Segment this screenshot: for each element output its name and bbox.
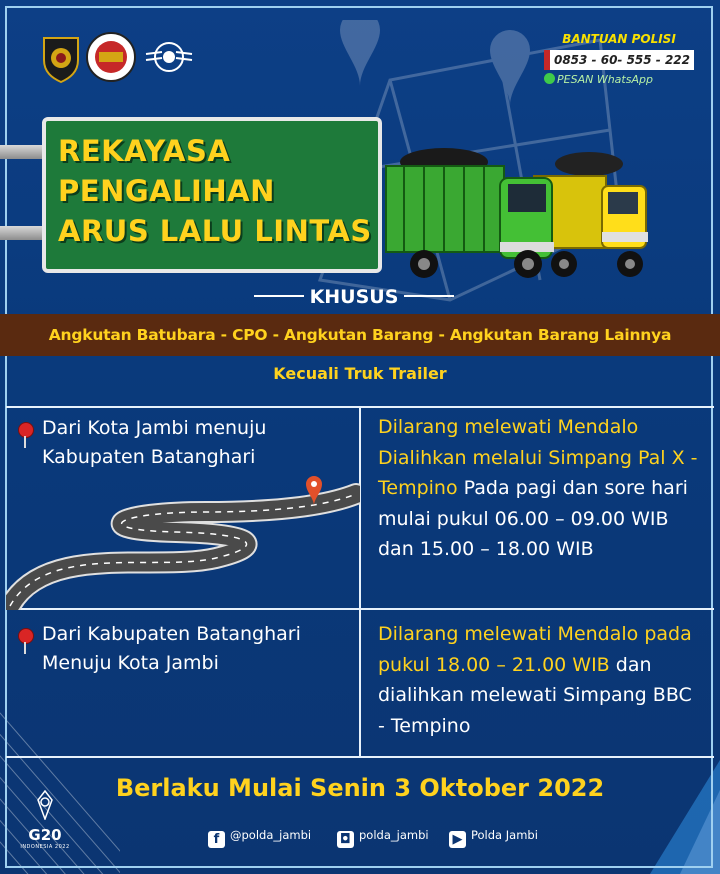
map-pin-icon <box>18 628 34 644</box>
g20-label: G20 <box>28 826 62 844</box>
instagram-icon: ◘ <box>337 831 354 848</box>
sign-pole-upper <box>0 145 46 159</box>
exception-text: Kecuali Truk Trailer <box>273 364 447 383</box>
route-2-rule-highlight: Dilarang melewati Mendalo pada pukul 18.00 – 21.00 WIB <box>378 623 692 676</box>
g20-sublabel: INDONESIA 2022 <box>20 844 70 850</box>
facebook-handle: @polda_jambi <box>230 828 312 842</box>
g20-emblem-icon <box>30 790 60 820</box>
dash-left <box>254 295 304 297</box>
trucks-illustration <box>384 146 654 280</box>
sign-pole-lower <box>0 226 46 240</box>
facebook-icon: f <box>208 831 225 848</box>
winding-road-illustration <box>6 472 360 610</box>
social-youtube[interactable] <box>449 826 538 848</box>
map-pin-stick <box>24 436 26 448</box>
whatsapp-label: PESAN WhatsApp <box>557 73 653 86</box>
khusus-label: KHUSUS <box>309 286 399 308</box>
whatsapp-link[interactable] <box>544 73 694 86</box>
vehicle-types-band: Angkutan Batubara - CPO - Angkutan Barang - Angkutan Barang Lainnya <box>0 314 720 356</box>
dash-right <box>404 295 454 297</box>
g20-logo <box>20 790 70 860</box>
map-pin-icon <box>18 422 34 438</box>
route-1-origin-text: Dari Kota Jambi menuju Kabupaten Batanghari <box>42 417 267 468</box>
lantas-logo <box>84 30 138 84</box>
korlantas-logo <box>142 30 196 84</box>
khusus-heading <box>236 286 472 308</box>
youtube-handle: Polda Jambi <box>471 828 538 842</box>
route-2-rule-rest: dan dialihkan melewati Simpang BBC - Tempino <box>378 653 692 737</box>
police-help-box <box>544 32 694 86</box>
route-1-rule <box>378 412 698 565</box>
road-sign <box>42 117 382 273</box>
map-pin-stick <box>24 642 26 654</box>
social-instagram[interactable] <box>337 826 429 848</box>
police-help-title: BANTUAN POLISI <box>562 32 676 46</box>
social-facebook[interactable] <box>208 826 311 848</box>
instagram-handle: polda_jambi <box>359 828 429 842</box>
sign-line-2: PENGALIHAN <box>58 174 275 208</box>
route-1-rule-rest: Pada pagi dan sore hari mulai pukul 06.00 – 09.00 WIB dan 15.00 – 18.00 WIB <box>378 477 688 560</box>
whatsapp-icon <box>544 73 555 84</box>
sign-line-3: ARUS LALU LINTAS <box>58 214 372 248</box>
route-1-rule-highlight: Dilarang melewati Mendalo Dialihkan melalui Simpang Pal X - Tempino <box>378 416 698 499</box>
youtube-icon: ▶ <box>449 831 466 848</box>
route-2-rule <box>378 619 698 741</box>
effective-date: Berlaku Mulai Senin 3 Oktober 2022 <box>115 774 605 802</box>
police-phone-number[interactable]: 0853 - 60- 555 - 222 <box>544 50 694 70</box>
polda-jambi-logo <box>34 30 88 84</box>
route-2-origin-text: Dari Kabupaten Batanghari Menuju Kota Jambi <box>42 623 301 674</box>
sign-line-1: REKAYASA <box>58 134 231 168</box>
